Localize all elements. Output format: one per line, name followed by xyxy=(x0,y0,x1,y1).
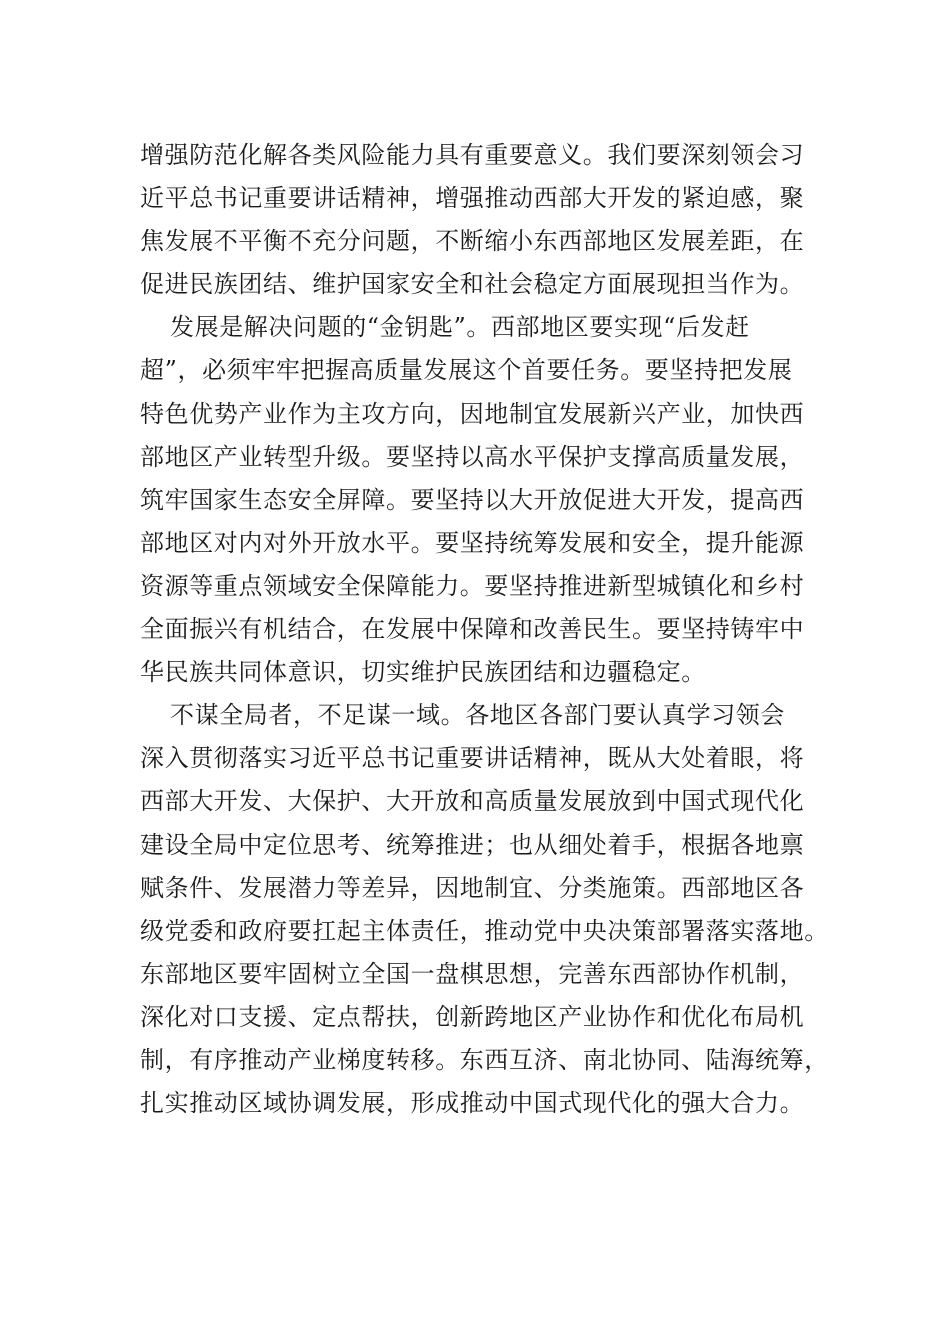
paragraph-2 xyxy=(140,306,830,694)
text-line: 深化对口支援、定点帮扶，创新跨地区产业协作和优化布局机 xyxy=(140,1002,805,1031)
text-line: 西部大开发、大保护、大开放和高质量发展放到中国式现代化 xyxy=(140,787,805,816)
text-line: 增强防范化解各类风险能力具有重要意义。我们要深刻领会习 xyxy=(140,141,805,169)
text-line: 不谋全局者，不足谋一域。各地区各部门要认真学习领会 xyxy=(170,701,785,730)
text-line: 焦发展不平衡不充分问题，不断缩小东西部地区发展差距，在 xyxy=(140,227,805,256)
text-line: 深入贯彻落实习近平总书记重要讲话精神，既从大处着眼，将 xyxy=(140,744,805,773)
text-line: 赋条件、发展潜力等差异，因地制宜、分类施策。西部地区各 xyxy=(140,873,805,902)
text-line: 级党委和政府要扛起主体责任，推动党中央决策部署落实落地。 xyxy=(140,916,829,945)
text-line: 扎实推动区域协调发展，形成推动中国式现代化的强大合力。 xyxy=(140,1089,805,1118)
text-line: 东部地区要牢固树立全国一盘棋思想，完善东西部协作机制， xyxy=(140,959,805,988)
text-line: 资源等重点领域安全保障能力。要坚持推进新型城镇化和乡村 xyxy=(140,571,805,600)
text-line: 部地区产业转型升级。要坚持以高水平保护支撑高质量发展， xyxy=(140,442,805,471)
text-line: 制，有序推动产业梯度转移。东西互济、南北协同、陆海统筹， xyxy=(140,1045,829,1074)
text-line: 筑牢国家生态安全屏障。要坚持以大开放促进大开发，提高西 xyxy=(140,485,805,514)
text-line: 发展是解决问题的“金钥匙”。西部地区要实现“后发赶 xyxy=(170,313,750,342)
text-line: 华民族共同体意识，切实维护民族团结和边疆稳定。 xyxy=(140,658,706,687)
text-line: 超”，必须牢牢把握高质量发展这个首要任务。要坚持把发展 xyxy=(140,356,793,385)
text-line: 特色优势产业作为主攻方向，因地制宜发展新兴产业，加快西 xyxy=(140,399,805,428)
text-line: 部地区对内对外开放水平。要坚持统筹发展和安全，提升能源 xyxy=(140,528,805,557)
document-body xyxy=(140,134,830,1125)
paragraph-3 xyxy=(140,694,830,1125)
text-line: 促进民族团结、维护国家安全和社会稳定方面展现担当作为。 xyxy=(140,270,805,299)
paragraph-1 xyxy=(140,134,830,306)
text-line: 近平总书记重要讲话精神，增强推动西部大开发的紧迫感，聚 xyxy=(140,184,805,213)
text-line: 全面振兴有机结合，在发展中保障和改善民生。要坚持铸牢中 xyxy=(140,615,805,644)
text-line: 建设全局中定位思考、统筹推进；也从细处着手，根据各地禀 xyxy=(140,830,805,859)
